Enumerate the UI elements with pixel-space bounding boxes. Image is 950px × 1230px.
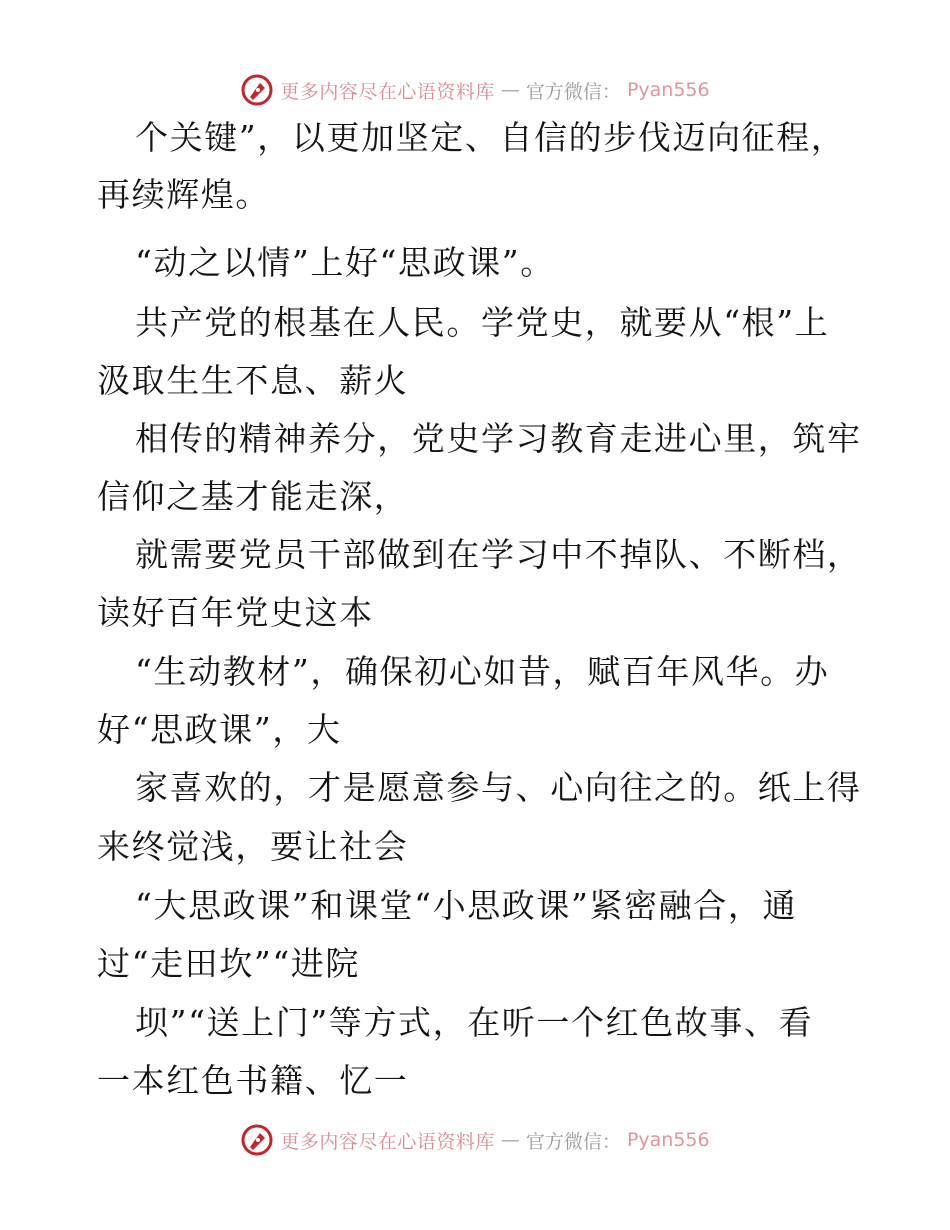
body-line: 共产党的根基在人民。学党史，就要从“根”上 xyxy=(135,303,830,342)
body-line: 汲取生生不息、薪火 xyxy=(97,361,409,400)
footer-separator: — xyxy=(500,1129,520,1151)
body-line: 就需要党员干部做到在学习中不掉队、不断档， xyxy=(135,535,862,574)
body-line: “大思政课”和课堂“小思政课”紧密融合，通 xyxy=(135,886,798,925)
header-banner xyxy=(0,70,950,110)
body-line: “动之以情”上好“思政课”。 xyxy=(135,243,555,282)
body-line: “生动教材”，确保初心如昔，赋百年风华。办 xyxy=(135,652,830,691)
pen-nib-logo-icon xyxy=(240,73,274,107)
body-line: 好“思政课”，大 xyxy=(97,710,342,749)
footer-site-text: 更多内容尽在心语资料库 xyxy=(280,1130,495,1153)
header-site-text: 更多内容尽在心语资料库 xyxy=(280,80,495,103)
footer-wechat-label: 官方微信： xyxy=(525,1130,621,1153)
body-line: 个关键”，以更加坚定、自信的步伐迈向征程， xyxy=(135,118,846,157)
pen-nib-logo-icon xyxy=(240,1123,274,1157)
body-line: 过“走田坎”“进院 xyxy=(97,944,361,983)
body-line: 相传的精神养分，党史学习教育走进心里，筑牢 xyxy=(135,419,862,458)
header-separator: — xyxy=(500,79,520,101)
body-line: 坝”“送上门”等方式，在听一个红色故事、看 xyxy=(135,1003,814,1042)
footer-banner xyxy=(0,1120,950,1160)
body-line: 信仰之基才能走深， xyxy=(97,477,409,516)
header-wechat-label: 官方微信： xyxy=(525,80,621,103)
header-wechat-id: Pyan556 xyxy=(626,79,710,101)
body-line: 来终觉浅，要让社会 xyxy=(97,827,409,866)
footer-wechat-id: Pyan556 xyxy=(626,1129,710,1151)
body-line: 家喜欢的，才是愿意参与、心向往之的。纸上得 xyxy=(135,768,862,807)
body-line: 读好百年党史这本 xyxy=(97,593,374,632)
body-line: 再续辉煌。 xyxy=(97,175,270,214)
body-line: 一本红色书籍、忆一 xyxy=(97,1061,409,1100)
